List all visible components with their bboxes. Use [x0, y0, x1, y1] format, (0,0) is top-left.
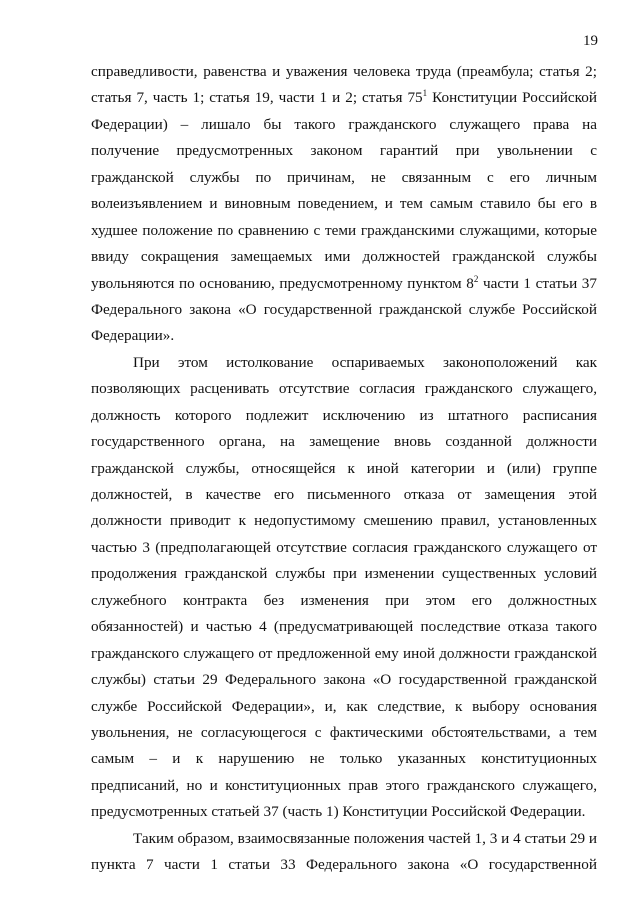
text-line — [91, 297, 597, 323]
text-line — [91, 456, 597, 482]
text-line — [91, 535, 597, 561]
text-segment: государственного органа, на замещение вновь созданной должности — [91, 433, 597, 451]
text-line — [91, 376, 597, 402]
superscript: 2 — [473, 273, 479, 284]
superscript: 1 — [422, 88, 428, 99]
paragraph — [91, 826, 597, 879]
text-segment: службе Российской Федерации», и, как следствие, к выбору основания — [91, 697, 597, 715]
paragraph — [91, 350, 597, 826]
text-line — [91, 218, 597, 244]
text-segment: позволяющих расценивать отсутствие согласия гражданского служащего, — [91, 380, 597, 398]
text-segment: Федерации) – лишало бы такого гражданского служащего права на — [91, 115, 597, 133]
text-line — [91, 350, 597, 376]
text-segment: продолжения гражданской службы при изменении существенных условий — [91, 565, 597, 583]
text-line — [91, 85, 597, 111]
text-line — [91, 112, 597, 138]
text-segment: гражданского служащего от предложенной ему иной должности гражданской — [91, 644, 597, 662]
text-line — [91, 59, 597, 85]
paragraph — [91, 59, 597, 350]
text-segment: увольнения, не согласующегося с фактическими обстоятельствами, а тем — [91, 723, 597, 741]
text-segment: служебного контракта без изменения при этом его должностных — [91, 591, 597, 609]
text-line — [91, 429, 597, 455]
text-segment: При этом истолкование оспариваемых законоположений как — [133, 353, 597, 371]
text-segment: увольняются по основанию, предусмотренному пунктом 8 — [91, 274, 474, 292]
text-line — [91, 588, 597, 614]
text-segment: гражданской службы по причинам, не связанным с его личным — [91, 168, 597, 186]
text-segment: получение предусмотренных законом гарантий при увольнении с — [91, 142, 597, 160]
text-segment: части 1 статьи 37 — [478, 274, 597, 292]
text-segment: должности приводит к недопустимому смешению правил, установленных — [91, 512, 597, 530]
text-segment: предписаний, но и конституционных прав этого гражданского служащего, — [91, 776, 597, 794]
text-line — [91, 799, 597, 825]
text-line — [91, 138, 597, 164]
text-line — [91, 323, 597, 349]
document-body — [91, 59, 597, 879]
text-segment: самым – и к нарушению не только указанных конституционных — [91, 750, 597, 768]
text-line — [91, 191, 597, 217]
text-line — [91, 508, 597, 534]
text-line — [91, 694, 597, 720]
text-line — [91, 561, 597, 587]
text-segment: справедливости, равенства и уважения человека труда (преамбула; статья 2; — [91, 63, 597, 80]
text-segment: Таким образом, взаимосвязанные положения частей 1, 3 и 4 статьи 29 и — [133, 829, 597, 847]
text-line — [91, 271, 597, 297]
text-segment: Федерального закона «О государственной гражданской службе Российской — [91, 300, 597, 318]
text-line — [91, 720, 597, 746]
text-segment: гражданской службы, относящейся к иной категории и (или) группе — [91, 459, 597, 477]
text-segment: Федерации». — [91, 327, 175, 345]
text-segment: обязанностей) и частью 4 (предусматривающей последствие отказа такого — [91, 618, 597, 636]
text-segment: худшее положение по сравнению с теми гражданскими служащими, которые — [91, 221, 597, 239]
text-segment: ввиду сокращения замещаемых ими должностей гражданской службы — [91, 248, 597, 266]
text-line — [91, 667, 597, 693]
text-line — [91, 826, 597, 852]
text-line — [91, 614, 597, 640]
text-line — [91, 773, 597, 799]
text-segment: предусмотренных статьей 37 (часть 1) Конституции Российской Федерации. — [91, 803, 586, 821]
text-segment: Конституции Российской — [427, 89, 597, 107]
text-segment: должностей, в качестве его письменного отказа от замещения этой — [91, 486, 597, 503]
text-segment: частью 3 (предполагающей отсутствие согласия гражданского служащего от — [91, 538, 597, 556]
page-number: 19 — [583, 33, 598, 49]
text-line — [91, 244, 597, 270]
text-segment: должность которого подлежит исключению из штатного расписания — [91, 406, 597, 424]
text-line — [91, 165, 597, 191]
text-segment: волеизъявлением и виновным поведением, и тем самым ставило бы его в — [91, 195, 597, 213]
text-line — [91, 641, 597, 667]
text-line — [91, 746, 597, 772]
text-line — [91, 852, 597, 878]
text-segment: службы) статьи 29 Федерального закона «О государственной гражданской — [91, 671, 597, 689]
text-line — [91, 482, 597, 508]
text-segment: статья 7, часть 1; статья 19, части 1 и 2; статья 75 — [91, 89, 423, 107]
text-segment: пункта 7 части 1 статьи 33 Федерального закона «О государственной — [91, 856, 597, 874]
text-line — [91, 403, 597, 429]
